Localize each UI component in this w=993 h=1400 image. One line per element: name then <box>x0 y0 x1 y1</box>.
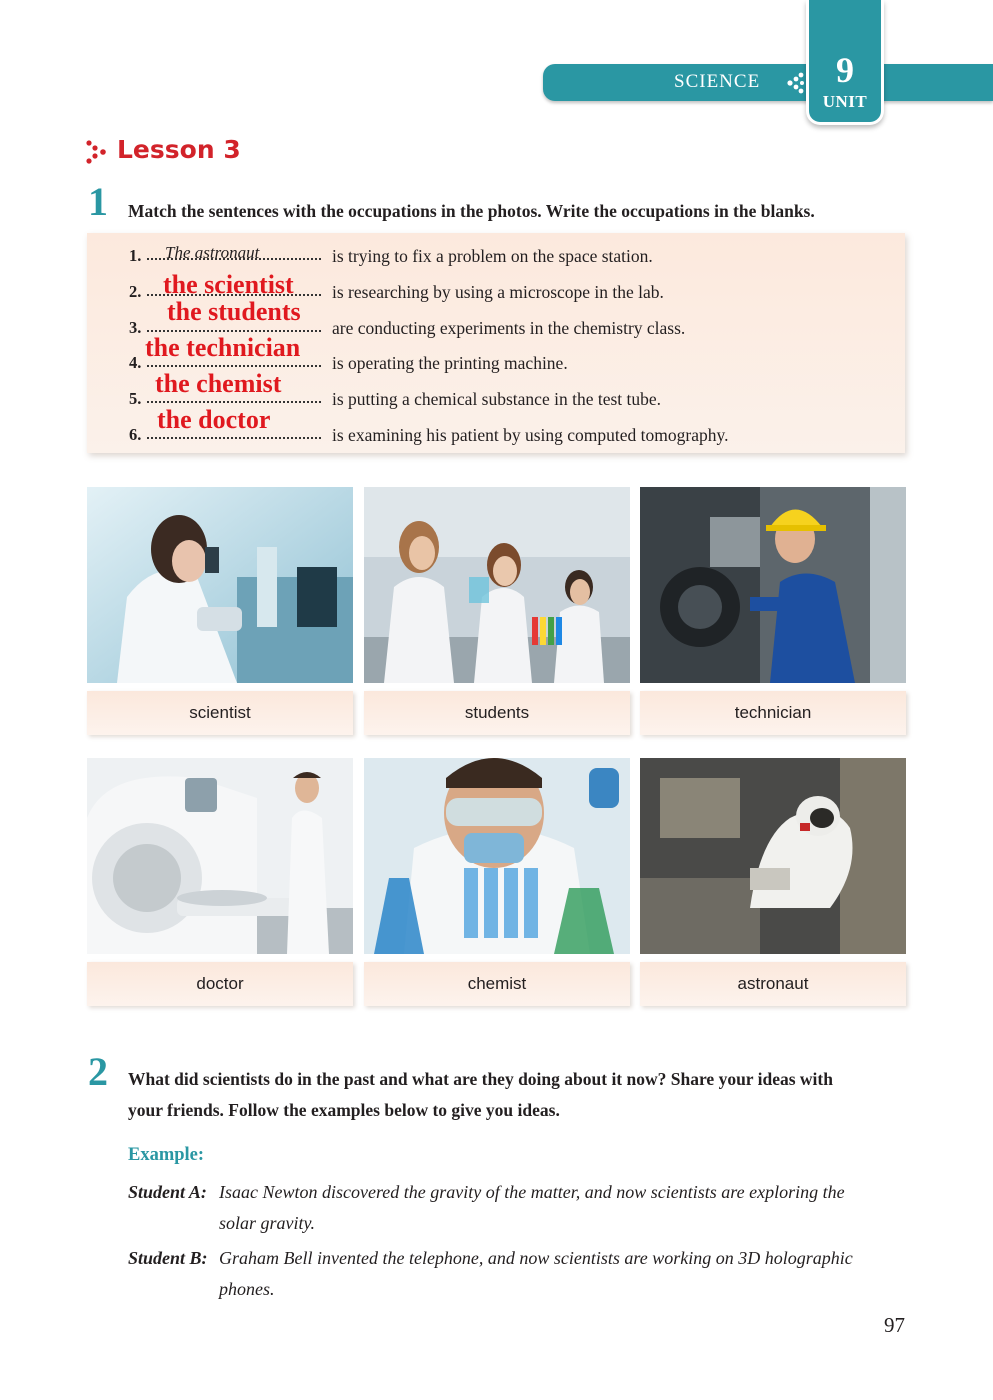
astronaut-space-station-photo <box>640 758 906 954</box>
student-a-line: Isaac Newton discovered the gravity of the matter, and now scientists are exploring the <box>219 1182 845 1202</box>
doctor-ct-scanner-photo <box>87 758 353 954</box>
handwritten-answer: the scientist <box>163 270 294 299</box>
item-number: 5. <box>129 389 142 408</box>
sentence-text: is operating the printing machine. <box>332 353 568 373</box>
student-a-line: solar gravity. <box>219 1213 316 1233</box>
sentence-text: is examining his patient by using computed tomography. <box>332 425 729 445</box>
photo-caption: astronaut <box>640 962 906 1006</box>
student-b-line: Graham Bell invented the telephone, and now scientists are working on 3D holographic <box>219 1248 853 1268</box>
sentence-row <box>87 238 905 268</box>
exercise-number: 2 <box>88 1049 108 1094</box>
exercise-instruction: Match the sentences with the occupations in the photos. Write the occupations in the blanks. <box>128 201 815 221</box>
handwritten-answer: the students <box>167 297 301 326</box>
sentence-row <box>87 405 905 447</box>
blank-line[interactable] <box>147 365 321 367</box>
handwritten-answer: the technician <box>145 333 301 362</box>
handwritten-answer: the doctor <box>157 405 271 434</box>
molecule-dots-icon <box>85 140 109 164</box>
photo-caption: scientist <box>87 691 353 735</box>
blank-line[interactable] <box>147 330 321 332</box>
photo-caption: technician <box>640 691 906 735</box>
student-b-label: Student B: <box>128 1248 208 1268</box>
scientist-microscope-photo <box>87 487 353 683</box>
students-lab-photo <box>364 487 630 683</box>
sentence-text: is putting a chemical substance in the test tube. <box>332 389 662 409</box>
sentence-box <box>87 233 905 453</box>
student-a-label: Student A: <box>128 1182 207 1202</box>
item-number: 3. <box>129 318 142 337</box>
page-number: 97 <box>884 1313 905 1337</box>
student-b-text <box>219 1243 919 1305</box>
sentence-text: are conducting experiments in the chemistry class. <box>332 318 686 338</box>
chemist-test-tube-photo <box>364 758 630 954</box>
sentence-text: is trying to fix a problem on the space station. <box>332 246 653 266</box>
blank-line[interactable] <box>147 437 321 439</box>
student-a-text <box>219 1177 919 1239</box>
handwritten-answer: the chemist <box>155 369 282 398</box>
unit-label: UNIT <box>822 92 868 111</box>
lesson-title: Lesson 3 <box>117 135 241 164</box>
unit-number: 9 <box>836 50 854 90</box>
item-number: 6. <box>129 425 142 444</box>
example-answer: The astronaut <box>165 243 260 262</box>
student-b-line: phones. <box>219 1279 275 1299</box>
item-number: 2. <box>129 282 142 301</box>
photo-caption: students <box>364 691 630 735</box>
section-title: SCIENCE <box>674 71 761 92</box>
example-label: Example: <box>128 1145 205 1165</box>
item-number: 1. <box>129 246 142 265</box>
sentence-text: is researching by using a microscope in the lab. <box>332 282 664 302</box>
molecule-dots-icon <box>786 72 806 94</box>
photo-caption: chemist <box>364 962 630 1006</box>
unit-banner <box>543 64 993 101</box>
exercise-instruction: your friends. Follow the examples below to give you ideas. <box>128 1100 560 1120</box>
technician-machine-photo <box>640 487 906 683</box>
exercise-instruction: What did scientists do in the past and what are they doing about it now? Share your ideas with <box>128 1069 833 1089</box>
photo-caption: doctor <box>87 962 353 1006</box>
blank-line[interactable] <box>147 401 321 403</box>
item-number: 4. <box>129 353 142 372</box>
exercise-number: 1 <box>88 179 108 224</box>
unit-tab <box>806 0 884 125</box>
